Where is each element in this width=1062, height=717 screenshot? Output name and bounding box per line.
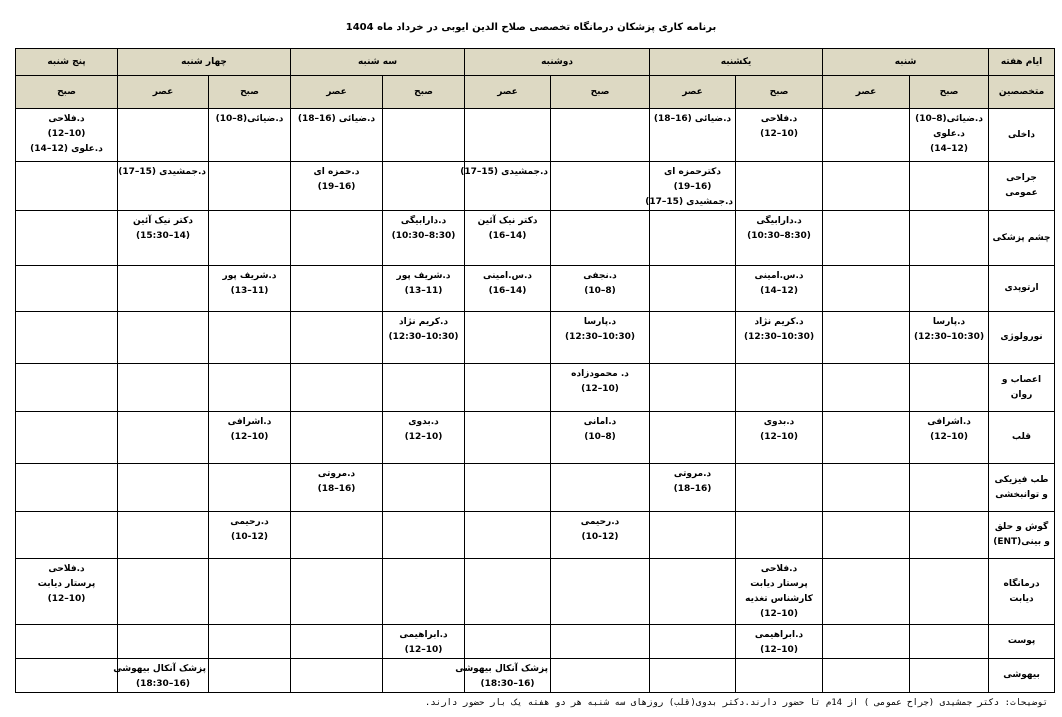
schedule-cell (910, 211, 989, 266)
schedule-entry: (10:30–12:30) (564, 332, 636, 342)
page-title: برنامه کاری پزشکان درمانگاه تخصصی صلاح الدین ایوبی در خرداد ماه 1404 (345, 22, 717, 33)
schedule-cell (736, 464, 823, 512)
day-header: شنبه (823, 49, 989, 76)
schedule-cell (823, 512, 910, 559)
schedule-cell (736, 559, 823, 625)
schedule-entry: (10:30–12:30) (744, 332, 815, 342)
schedule-entry: د.کریم نژاد (398, 317, 449, 327)
schedule-cell (551, 512, 650, 559)
schedule-cell (383, 412, 465, 464)
schedule-cell (650, 625, 736, 659)
specialty-label: پوست (989, 625, 1055, 659)
schedule-cell (910, 512, 989, 559)
schedule-entry: د.مروتی (673, 469, 712, 479)
schedule-entry: د.حمزه ای (313, 167, 360, 177)
schedule-cell (910, 412, 989, 464)
schedule-cell (16, 364, 118, 412)
schedule-entry: (14–16) (488, 231, 527, 241)
schedule-cell (551, 559, 650, 625)
schedule-cell (650, 559, 736, 625)
specialty-label: نورولوژی (989, 312, 1055, 364)
schedule-cell (465, 211, 551, 266)
schedule-entry: د.رحیمی (230, 517, 269, 527)
schedule-cell (383, 211, 465, 266)
schedule-entry: (11–13) (230, 286, 269, 296)
schedule-cell (291, 312, 383, 364)
schedule-cell (465, 312, 551, 364)
schedule-cell (650, 364, 736, 412)
schedule-cell (16, 109, 118, 162)
day-header: چهار شنبه (118, 49, 291, 76)
schedule-cell (291, 266, 383, 312)
specialty-label: چشم پزشکی (989, 211, 1055, 266)
schedule-cell (910, 109, 989, 162)
schedule-entry: (16–19) (673, 182, 712, 192)
schedule-cell (910, 364, 989, 412)
schedule-cell (736, 512, 823, 559)
schedule-entry: (10–12) (404, 432, 443, 442)
schedule-cell (209, 464, 291, 512)
schedule-cell (209, 109, 291, 162)
schedule-cell (465, 512, 551, 559)
schedule-entry: د.اشرافی (927, 417, 971, 427)
schedule-cell (118, 109, 209, 162)
schedule-entry: د.مروتی (317, 469, 356, 479)
schedule-cell (16, 211, 118, 266)
schedule-cell (551, 211, 650, 266)
shift-afternoon: عصر (291, 76, 383, 109)
schedule-cell (383, 625, 465, 659)
schedule-entry: (16–19) (317, 182, 356, 192)
schedule-cell (910, 559, 989, 625)
schedule-cell (823, 625, 910, 659)
schedule-cell (16, 266, 118, 312)
specialty-label: جراحی عمومی (989, 162, 1055, 211)
schedule-entry: (10–12) (760, 432, 798, 442)
schedule-entry: (16–18:30) (480, 679, 535, 689)
schedule-cell (736, 211, 823, 266)
schedule-cell (209, 211, 291, 266)
schedule-entry: د.فلاحی (760, 564, 798, 574)
schedule-cell (113, 659, 209, 693)
schedule-cell (465, 559, 551, 625)
schedule-cell (823, 312, 910, 364)
table-row (16, 512, 1055, 559)
schedule-cell (209, 364, 291, 412)
schedule-entry: د.ضیائی(8–10) (915, 114, 983, 124)
schedule-cell (291, 364, 383, 412)
schedule-entry: د.پارسا (932, 317, 966, 327)
shift-morning: صبح (736, 76, 823, 109)
schedule-cell (465, 109, 551, 162)
schedule-cell (551, 312, 650, 364)
schedule-cell (291, 659, 383, 693)
shift-morning: صبح (383, 76, 465, 109)
table-row (16, 109, 1055, 162)
schedule-cell (209, 659, 291, 693)
schedule-entry: (10–12) (404, 645, 443, 655)
schedule-entry: (8:30–10:30) (747, 231, 811, 241)
schedule-cell (465, 412, 551, 464)
footnote-line: توضیحات: دکتر جمشیدی (جراح عمومی ) از 14م تا حضور دارند.دکتر بدوی(قلب) روزهای سه شنبه هر دو هفته یک بار حضور دارند. (424, 698, 1048, 708)
specialty-label: طب فیزیکی و توانبخشی (989, 464, 1055, 512)
table-row (16, 412, 1055, 464)
schedule-cell (383, 512, 465, 559)
schedule-cell (383, 312, 465, 364)
schedule-cell (650, 512, 736, 559)
schedule-entry: کارشناس تغذیه (745, 594, 813, 604)
schedule-cell (650, 109, 736, 162)
shift-header-row (16, 76, 1055, 109)
schedule-cell (551, 412, 650, 464)
table-row (16, 162, 1055, 211)
schedule-entry: (10–12) (760, 129, 798, 139)
table-row (16, 625, 1055, 659)
schedule-cell (650, 312, 736, 364)
schedule-cell (209, 162, 291, 211)
schedule-cell (291, 464, 383, 512)
schedule-entry: پرستار دیابت (37, 579, 96, 589)
schedule-cell (551, 266, 650, 312)
schedule-cell (551, 162, 650, 211)
schedule-cell (650, 211, 736, 266)
schedule-cell (465, 625, 551, 659)
schedule-cell (209, 559, 291, 625)
schedule-cell (209, 266, 291, 312)
schedule-cell (736, 625, 823, 659)
schedule-cell (209, 625, 291, 659)
schedule-cell (910, 625, 989, 659)
table-row (16, 211, 1055, 266)
schedule-cell (118, 625, 209, 659)
schedule-cell (118, 162, 209, 211)
schedule-entry: پزشک آنکال بیهوشی (113, 664, 206, 674)
schedule-cell (383, 364, 465, 412)
table-row (16, 312, 1055, 364)
specialty-label: اعصاب و روان (989, 364, 1055, 412)
schedule-entry: د.فلاحی (760, 114, 798, 124)
schedule-cell (291, 625, 383, 659)
schedule-entry: د.جمشیدی (15–17) (118, 167, 206, 177)
schedule-cell (823, 559, 910, 625)
schedule-entry: (14–16) (488, 286, 527, 296)
schedule-cell (910, 266, 989, 312)
schedule-entry: د.ابراهیمی (399, 630, 448, 640)
schedule-cell (383, 659, 465, 693)
schedule-cell (823, 412, 910, 464)
schedule-entry: د.دارابیگی (756, 216, 802, 226)
shift-afternoon: عصر (650, 76, 736, 109)
table-row (16, 266, 1055, 312)
schedule-cell (465, 464, 551, 512)
schedule-cell (118, 464, 209, 512)
schedule-cell (118, 412, 209, 464)
schedule-cell (118, 266, 209, 312)
day-header: دوشنبه (465, 49, 650, 76)
shift-afternoon: عصر (465, 76, 551, 109)
schedule-entry: پرستار دیابت (750, 579, 808, 589)
schedule-entry: د.س.امینی (754, 271, 804, 281)
schedule-entry: د.ابراهیمی (754, 630, 804, 640)
schedule-cell (460, 162, 551, 211)
schedule-cell (118, 559, 209, 625)
schedule-entry: (16–18:30) (136, 679, 190, 689)
schedule-cell (736, 312, 823, 364)
schedule-cell (118, 312, 209, 364)
specialty-label: داخلی (989, 109, 1055, 162)
schedule-cell (551, 625, 650, 659)
schedule-cell (736, 364, 823, 412)
schedule-entry: (10-12) (581, 532, 619, 542)
schedule-cell (16, 312, 118, 364)
schedule-entry: د.جمشیدی (15–17) (460, 167, 549, 177)
schedule-table (15, 48, 1055, 693)
schedule-cell (16, 625, 118, 659)
schedule-cell (16, 659, 118, 693)
schedule-entry: (10–12) (760, 645, 798, 655)
schedule-cell (823, 162, 910, 211)
schedule-entry: (14–15:30) (136, 231, 190, 241)
schedule-cell (551, 364, 650, 412)
schedule-entry: (12–14) (760, 286, 798, 296)
schedule-entry: د.بدوی (763, 417, 795, 427)
schedule-cell (823, 266, 910, 312)
schedule-entry: دکترحمزه ای (664, 167, 722, 177)
schedule-cell (118, 364, 209, 412)
schedule-cell (551, 659, 650, 693)
schedule-entry: (8–10) (584, 432, 616, 442)
schedule-entry: د.شریف پور (222, 271, 277, 281)
schedule-entry: د.بدوی (408, 417, 439, 427)
schedule-cell (383, 559, 465, 625)
schedule-cell (823, 464, 910, 512)
schedule-cell (291, 412, 383, 464)
schedule-entry: د.دارابیگی (400, 216, 447, 226)
schedule-cell (910, 659, 989, 693)
schedule-entry: د.اشرافی (227, 417, 272, 427)
specialty-label: گوش و حلق و بینی(ENT) (989, 512, 1055, 559)
shift-morning: صبح (551, 76, 650, 109)
schedule-cell (465, 266, 551, 312)
schedule-cell (118, 512, 209, 559)
specialty-label: درمانگاه دیابت (989, 559, 1055, 625)
schedule-entry: د.کریم نژاد (754, 317, 804, 327)
schedule-entry: دکتر نیک آئین (477, 216, 538, 226)
table-row (16, 364, 1055, 412)
schedule-entry: (11–13) (404, 286, 443, 296)
schedule-cell (291, 559, 383, 625)
schedule-cell (823, 364, 910, 412)
schedule-cell (16, 464, 118, 512)
schedule-entry: د.ضیائی (16–18) (653, 114, 732, 124)
schedule-entry: د.علوی (933, 129, 965, 139)
schedule-entry: (10–12) (581, 384, 619, 394)
specialty-label: بیهوشی (989, 659, 1055, 693)
shift-morning: صبح (209, 76, 291, 109)
schedule-cell (465, 364, 551, 412)
schedule-entry: د.نجفی (583, 271, 617, 281)
schedule-entry: (10–12) (47, 594, 86, 604)
schedule-cell (736, 162, 823, 211)
schedule-entry: د.فلاحی (48, 114, 85, 124)
schedule-entry: د.فلاحی (48, 564, 85, 574)
schedule-entry: د.ضیائی (16–18) (297, 114, 376, 124)
schedule-entry: (8:30–10:30) (391, 231, 456, 241)
schedule-cell (650, 266, 736, 312)
schedule-cell (209, 412, 291, 464)
schedule-entry: د. محمودزاده (571, 369, 629, 379)
schedule-cell (209, 312, 291, 364)
schedule-entry: (10:30–12:30) (388, 332, 459, 342)
schedule-cell (650, 659, 736, 693)
schedule-entry: د.پارسا (583, 317, 617, 327)
schedule-entry: (16–18) (317, 484, 356, 494)
day-header: یکشنبه (650, 49, 823, 76)
schedule-entry: (10-12) (230, 532, 269, 542)
schedule-entry: پزشک آنکال بیهوشی (455, 664, 549, 674)
schedule-entry: (10–12) (47, 129, 86, 139)
table-row (16, 559, 1055, 625)
schedule-cell (823, 109, 910, 162)
specialty-label: قلب (989, 412, 1055, 464)
schedule-cell (383, 464, 465, 512)
schedule-cell (16, 162, 118, 211)
schedule-entry: (8–10) (584, 286, 616, 296)
schedule-cell (16, 412, 118, 464)
schedule-cell (650, 412, 736, 464)
schedule-entry: (16–18) (673, 484, 712, 494)
day-header: پنج شنبه (16, 49, 118, 76)
schedule-entry: د.ضیائی(8–10) (215, 114, 284, 124)
schedule-cell (209, 512, 291, 559)
schedule-cell (736, 266, 823, 312)
schedule-entry: د.علوی (12–14) (30, 144, 103, 154)
schedule-entry: (10–12) (930, 432, 968, 442)
schedule-entry: دکتر نیک آئین (133, 216, 193, 226)
schedule-cell (736, 659, 823, 693)
schedule-cell (551, 109, 650, 162)
schedule-entry: (12–14) (930, 144, 968, 154)
schedule-entry: د.رحیمی (580, 517, 620, 527)
specialists-label: متخصصین (989, 76, 1055, 109)
schedule-cell (383, 162, 465, 211)
schedule-cell (383, 266, 465, 312)
schedule-cell (383, 109, 465, 162)
specialty-label: ارتوپدی (989, 266, 1055, 312)
shift-afternoon: عصر (823, 76, 910, 109)
schedule-cell (736, 412, 823, 464)
schedule-cell (455, 659, 551, 693)
schedule-cell (736, 109, 823, 162)
schedule-cell (16, 512, 118, 559)
schedule-entry: د.شریف پور (396, 271, 451, 281)
schedule-cell (291, 162, 383, 211)
schedule-cell (16, 559, 118, 625)
schedule-entry: د.جمشیدی (15–17) (645, 197, 734, 207)
schedule-cell (910, 464, 989, 512)
schedule-entry: (10:30–12:30) (914, 332, 985, 342)
schedule-entry: (10–12) (230, 432, 269, 442)
schedule-cell (823, 659, 910, 693)
days-label: ایام هفته (989, 49, 1055, 76)
shift-morning: صبح (16, 76, 118, 109)
schedule-cell (118, 211, 209, 266)
day-header-row (16, 49, 1055, 76)
schedule-cell (910, 162, 989, 211)
day-header: سه شنبه (291, 49, 465, 76)
schedule-cell (291, 512, 383, 559)
schedule-entry: (10–12) (760, 609, 798, 619)
table-row (16, 464, 1055, 512)
schedule-cell (910, 312, 989, 364)
schedule-cell (291, 109, 383, 162)
schedule-cell (291, 211, 383, 266)
schedule-cell (823, 211, 910, 266)
schedule-cell (551, 464, 650, 512)
footnote (425, 697, 1048, 709)
schedule-entry: د.س.امینی (483, 271, 533, 281)
table-row (16, 659, 1055, 693)
shift-morning: صبح (910, 76, 989, 109)
shift-afternoon: عصر (118, 76, 209, 109)
schedule-cell (645, 162, 736, 211)
schedule-entry: د.امانی (583, 417, 617, 427)
schedule-cell (650, 464, 736, 512)
